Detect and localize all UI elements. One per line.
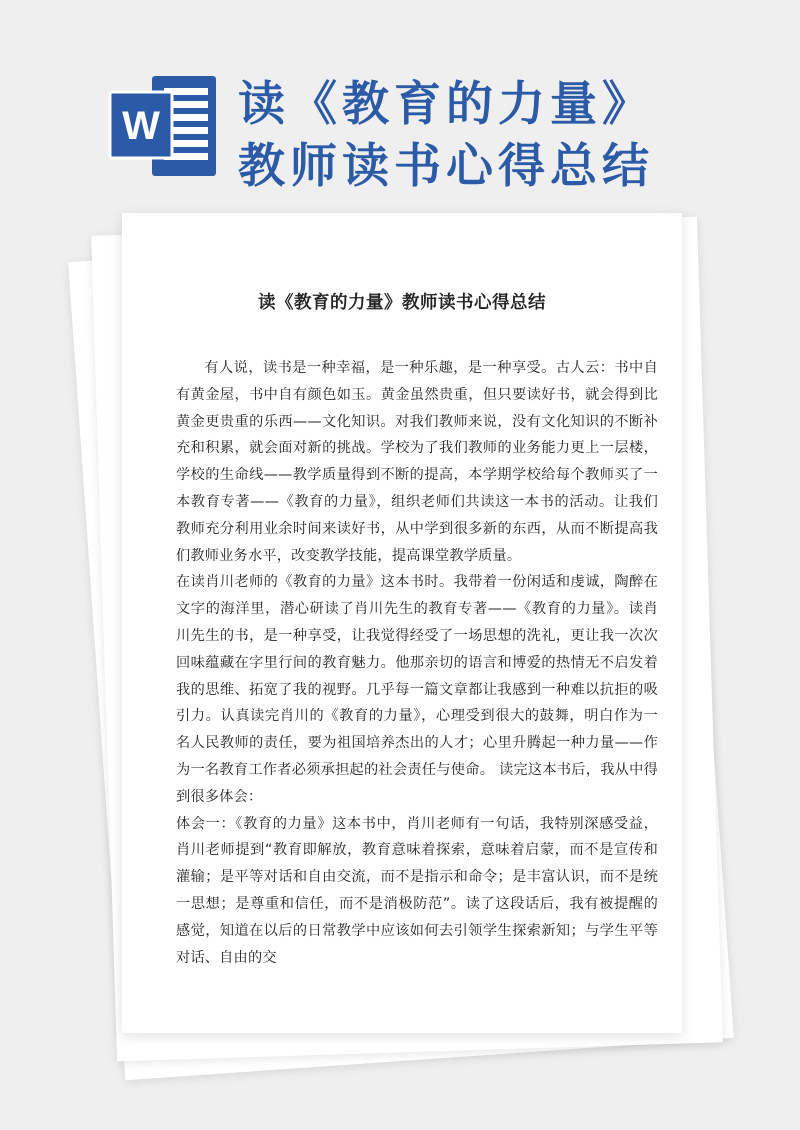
document-page [122,213,682,1033]
header-title [238,74,654,198]
document-title: 读《教育的力量》教师读书心得总结 [258,293,546,313]
document-paragraph-3: 体会一：《教育的力量》这本书中，肖川老师有一句话，我特别深感受益，肖川老师提到“教育即解放，教育意味着探索，意味着启蒙，而不是宣传和灌输；是平等对话和自由交流，而不是指示和命令；是丰富认识，而不是统一思想；是尊重和信任，而不是消极防范”。读了这段话后，我有被提醒的感觉，知道在以后的日常教学中应该如何去引领学生探索新知；与学生平等对话、自由的交 [176,815,658,966]
header-title-line1: 读《教育的力量》 [238,77,654,132]
document-paragraph-2: 在读肖川老师的《教育的力量》这本书时。我带着一份闲适和虔诚，陶醉在文字的海洋里，潜心研读了肖川先生的教育专著——《教育的力量》。读肖川先生的书，是一种享受，让我觉得经受了一场思想的洗礼，更让我一次次回味蕴藏在字里行间的教育魅力。他那亲切的语言和博爱的热情无不启发着我的思维、拓宽了我的视野。几乎每一篇文章都让我感到一种难以抗拒的吸引力。认真读完肖川的《教育的力量》，心理受到很大的鼓舞，明白作为一名人民教师的责任，要为祖国培养杰出的人才；心里升腾起一种力量——作为一名教育工作者必须承担起的社会责任与使命。 读完这本书后，我从中得到很多体会： [176,574,658,805]
document-paragraph-1: 有人说，读书是一种幸福，是一种乐趣，是一种享受。古人云：书中自有黄金屋，书中自有颜色如玉。黄金虽然贵重，但只要读好书，就会得到比黄金更贵重的乐西——文化知识。对我们教师来说，没有文化知识的不断补充和积累，就会面对新的挑战。学校为了我们教师的业务能力更上一层楼，学校的生命线——教学质量得到不断的提高，本学期学校给每个教师买了一本教育专著——《教育的力量》，组织老师们共读这一本书的活动。让我们教师充分利用业余时间来读好书，从中学到很多新的东西，从而不断提高我们教师业务水平，改变教学技能，提高课堂教学质量。 [176,360,658,564]
document-body [176,355,658,971]
header-title-line2: 教师读书心得总结 [238,139,654,194]
word-icon-letter: W [122,104,160,148]
word-document-icon [108,70,220,182]
